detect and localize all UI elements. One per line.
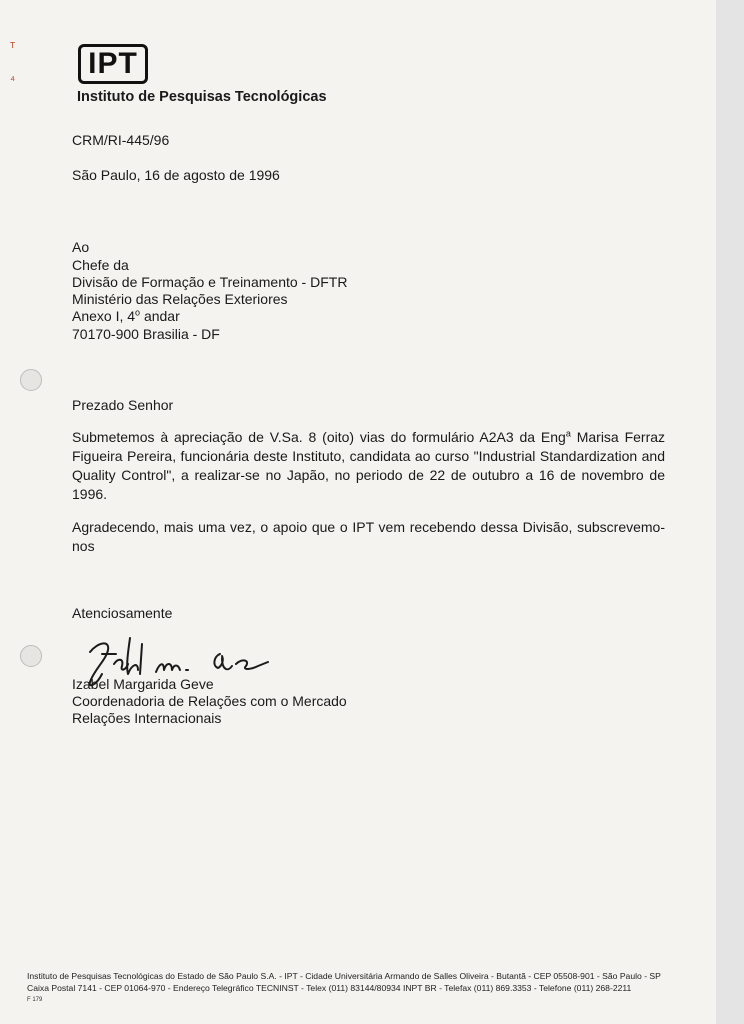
logo-text: IPT (88, 47, 138, 80)
signatory-department: Relações Internacionais (72, 710, 222, 726)
recipient-line: Ao (72, 239, 90, 255)
footer-contacts: Caixa Postal 7141 - CEP 01064-970 - Endereço Telegráfico TECNINST - Telex (011) 83144/80934 INPT BR - Telefax (011) 869.3353 - Telefone (011) 268-2211 (27, 983, 632, 993)
recipient-floor: andar (140, 308, 180, 324)
recipient-line: Divisão de Formação e Treinamento - DFTR (72, 274, 348, 290)
recipient-line (72, 307, 180, 325)
reference-number: CRM/RI-445/96 (72, 132, 170, 148)
signatory-title: Coordenadoria de Relações com o Mercado (72, 693, 347, 709)
signatory-name: Izabel Margarida Geve (72, 676, 214, 692)
recipient-line: 70170-900 Brasilia - DF (72, 326, 220, 342)
body-text: Marisa Ferraz Figueira Pereira, funcionária deste Instituto, candidata ao curso "Industrial Standardization and Quality Control", a realizar-se no Japão, no periodo de 22 de outubro a 16 de novembro de 1996. (72, 429, 666, 502)
ordinal-sup: o (135, 307, 141, 318)
margin-mark: ⁴ (10, 73, 16, 87)
salutation: Prezado Senhor (72, 397, 174, 413)
institute-name: Instituto de Pesquisas Tecnológicas (77, 89, 327, 105)
recipient-line: Chefe da (72, 257, 129, 273)
body-paragraph-2: Agradecendo, mais uma vez, o apoio que o IPT vem recebendo dessa Divisão, subscrevemo-nos (72, 519, 665, 554)
closing: Atenciosamente (72, 605, 173, 621)
date-line: São Paulo, 16 de agosto de 1996 (72, 167, 280, 183)
ipt-logo (78, 44, 148, 84)
body-text: Submetemos à apreciação de V.Sa. 8 (oito) vias do formulário A2A3 da Eng (72, 429, 566, 445)
margin-mark: ᵀ (10, 40, 16, 54)
footer-address: Instituto de Pesquisas Tecnológicas do Estado de São Paulo S.A. - IPT - Cidade Universitária Armando de Salles Oliveira - Butantã - CEP 05508-901 - São Paulo - SP (27, 971, 661, 981)
form-code: F 179 (27, 997, 43, 1003)
punch-hole (20, 645, 42, 667)
recipient-annex: Anexo I, 4 (72, 308, 136, 324)
body-paragraph-1 (72, 428, 665, 504)
recipient-line: Ministério das Relações Exteriores (72, 291, 288, 307)
ordinal-sup: a (565, 428, 571, 439)
scan-edge (716, 0, 744, 1024)
punch-hole (20, 369, 42, 391)
